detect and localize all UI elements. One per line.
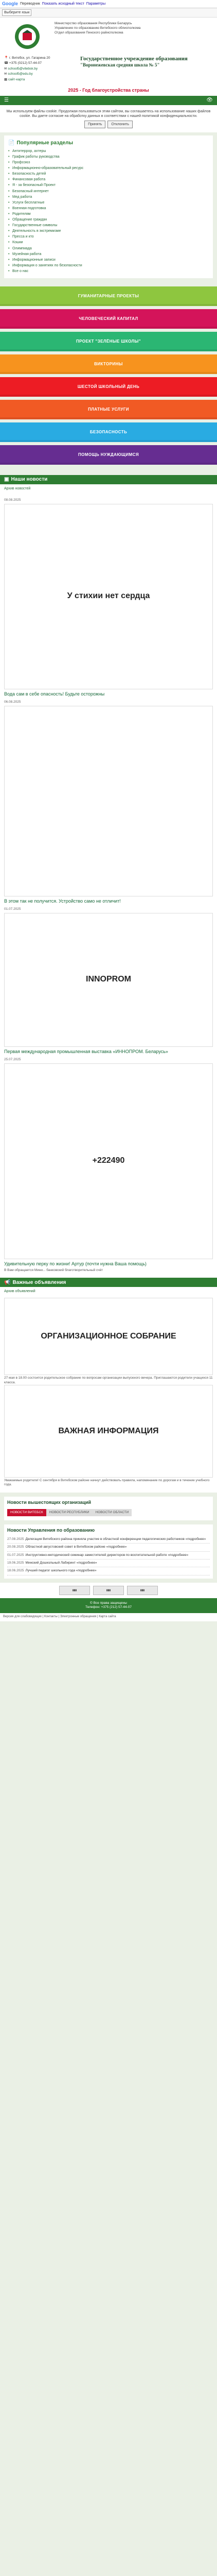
footer xyxy=(0,1598,217,1613)
news-text: Уважаемые родители! С сентября в Витебском районе начнут действовать правила, напоминание по дорогам и в течение учебного года. xyxy=(4,1478,210,1487)
title-block xyxy=(0,54,217,87)
banner-link[interactable]: ГУМАНИТАРНЫЕ ПРОЕКТЫ xyxy=(0,286,217,306)
news-image[interactable] xyxy=(4,504,213,689)
language-bar xyxy=(0,8,217,18)
popular-item[interactable]: • Олимпиада xyxy=(8,246,209,251)
edu-news-text: Областной августовский совет в Витебском районе «подробнее» xyxy=(25,1545,127,1549)
popular-item[interactable]: • График работы руководства xyxy=(8,154,209,160)
edu-news-date: 20.08.2025 xyxy=(7,1545,24,1549)
news-text: 27 мая в 18.00 состоится родительское собрание по вопросам организации выпускного вечера. Приглашаются родители учащихся 11 класса. xyxy=(4,1376,213,1384)
popular-item[interactable]: • Информационные записи xyxy=(8,257,209,263)
cookie-text: Мы используем файлы cookie. Продолжая пользоваться этим сайтом, вы соглашаетесь на использование наших файлов cookie. Вы даете согласие на обработку данных в соответствии с нашей политикой конфиденциальности. xyxy=(6,109,211,118)
banner-list xyxy=(0,281,217,471)
news-date: 06.08.2025 xyxy=(4,700,21,704)
popular-item[interactable]: • Безопасность детей xyxy=(8,171,209,177)
popular-item[interactable]: • Услуги бесплатные xyxy=(8,200,209,206)
school-title xyxy=(80,56,213,82)
news-header xyxy=(0,475,217,484)
news-archive-link[interactable]: Архив новостей xyxy=(4,486,31,490)
info-line: Управление по образованию Витебского облисполкома xyxy=(55,26,141,30)
popular-item[interactable]: • Мед работа xyxy=(8,194,209,200)
news-image[interactable] xyxy=(4,913,213,1047)
megaphone-icon: 📢 xyxy=(4,1279,11,1285)
cookie-decline-button[interactable]: Отклонить xyxy=(107,121,132,128)
news-title: Наши новости xyxy=(11,477,48,483)
counter-badge[interactable]: ▮▮▮ xyxy=(59,1586,90,1595)
higher-orgs-title: Новости вышестоящих организаций xyxy=(7,1499,92,1505)
banner-link[interactable]: ПОМОЩЬ НУЖДАЮЩИМСЯ xyxy=(0,445,217,465)
popular-item[interactable]: • Я - за безопасный Проект xyxy=(8,182,209,188)
org-chip[interactable]: НОВОСТИ РЕСПУБЛИКИ xyxy=(46,1509,93,1516)
popular-item[interactable]: • Информационно-образовательный ресурс xyxy=(8,165,209,171)
popular-title: Популярные разделы xyxy=(16,140,73,146)
edu-news-block xyxy=(4,1524,213,1579)
banner-link[interactable]: ШЕСТОЙ ШКОЛЬНЫЙ ДЕНЬ xyxy=(0,377,217,397)
popular-item[interactable]: • Военная подготовка xyxy=(8,206,209,211)
news-caption[interactable]: Первая международная промышленная выставка «ИННОПРОМ. Беларусь» xyxy=(4,1048,168,1054)
footer-line: Телефон: +375 (212) 57-44-07 xyxy=(85,1605,132,1609)
news-text: В Вам обращается Мини... банковский благотворительный счёт xyxy=(4,1268,103,1272)
title-sub: "Воронежевская средняя школа № 5" xyxy=(80,62,160,68)
ads-list xyxy=(0,1296,217,1493)
banner-link[interactable]: ВИКТОРИНЫ xyxy=(0,354,217,374)
school-logo xyxy=(4,22,50,52)
year-banner-text: 2025 - Год благоустройства страны xyxy=(68,87,149,93)
higher-orgs-block xyxy=(4,1497,213,1520)
news-date: 08.08.2025 xyxy=(4,498,21,502)
contacts xyxy=(4,56,76,82)
counter-badge[interactable]: ▮▮▮ xyxy=(127,1586,158,1595)
edu-news-item[interactable] xyxy=(7,1552,210,1560)
news-image[interactable] xyxy=(4,1063,213,1259)
news-image[interactable] xyxy=(4,1385,213,1478)
edu-news-list xyxy=(7,1536,210,1575)
nav-bar xyxy=(0,96,217,105)
popular-item[interactable]: • Кошки xyxy=(8,240,209,245)
popular-sections xyxy=(4,135,213,278)
news-image-text: ОРГАНИЗАЦИОННОЕ СОБРАНИЕ xyxy=(41,1331,176,1341)
news-date: 01.07.2025 xyxy=(4,907,21,911)
edu-news-title: Новости Управления по образованию xyxy=(7,1527,95,1533)
edu-news-item[interactable] xyxy=(7,1536,210,1544)
edu-news-item[interactable] xyxy=(7,1567,210,1575)
popular-item[interactable]: • Государственные символы xyxy=(8,223,209,228)
ministry-info xyxy=(55,22,213,52)
popular-list xyxy=(8,148,209,274)
language-select[interactable]: Выберите язык xyxy=(2,9,31,16)
banner-link[interactable]: ПРОЕКТ "ЗЕЛЁНЫЕ ШКОЛЫ" xyxy=(0,332,217,351)
news-image-text: +222490 xyxy=(92,1156,125,1165)
address: 📍 г. Витебск, ул. Гагарина 20 xyxy=(4,56,50,60)
email: ✉ school5@vitebsk.by xyxy=(4,66,38,71)
news-image-text: ВАЖНАЯ ИНФОРМАЦИЯ xyxy=(58,1426,159,1435)
popular-item[interactable]: • Пресса и кто xyxy=(8,234,209,240)
edu-news-date: 19.06.2025 xyxy=(7,1561,24,1565)
news-image-text: INNOPROM xyxy=(86,975,131,984)
sitemap: ▦ сайт-карта xyxy=(4,77,25,81)
popular-item[interactable]: • Информация о занятиях по безопасности xyxy=(8,263,209,268)
news-list xyxy=(0,493,217,1278)
popular-item[interactable]: • Обращение граждан xyxy=(8,217,209,223)
bottom-links[interactable]: Версия для слабовидящих | Контакты | Электронные обращения | Карта сайта xyxy=(0,1613,217,1621)
email2: ✉ school5@edu.by xyxy=(4,72,33,76)
counter-badge[interactable]: ▮▮▮ xyxy=(93,1586,124,1595)
news-caption[interactable]: Удивительную перку по жизни! Артур (почти нужна Ваша помощь) xyxy=(4,1261,147,1266)
edu-news-date: 27.08.2025 xyxy=(7,1537,24,1541)
menu-icon[interactable]: ☰ xyxy=(4,97,9,104)
news-caption[interactable]: В этом так не получится. Устройство само не отличит! xyxy=(4,898,121,904)
edu-news-text: Инструктивно-методический семинар заместителей директоров по воспитательной работе «подробнее» xyxy=(25,1553,189,1557)
info-line: Отдел образования Пинского райисполкома xyxy=(55,30,123,35)
document-icon: 📄 xyxy=(8,140,15,146)
ads-header xyxy=(0,1278,217,1287)
cookie-notice xyxy=(0,105,217,132)
popular-item[interactable]: • Профсоюз xyxy=(8,160,209,165)
news-caption[interactable]: Вода сам в себе опасность! Будьте осторожны xyxy=(4,691,105,697)
banner-link[interactable]: ЧЕЛОВЕЧЕСКИЙ КАПИТАЛ xyxy=(0,309,217,329)
higher-orgs-chips xyxy=(7,1508,210,1517)
news-icon: ▣ xyxy=(4,477,9,483)
popular-item[interactable]: • Безопасный интернет xyxy=(8,189,209,194)
title-main: Государственное учреждение образования xyxy=(80,56,188,62)
edu-news-text: Делегация Витебского района приняла участие в областной конференции педагогических работников «подробнее» xyxy=(25,1537,206,1541)
edu-news-item[interactable] xyxy=(7,1544,210,1551)
translate-options-link[interactable]: Параметры xyxy=(86,2,106,6)
news-image[interactable] xyxy=(4,706,213,896)
popular-item[interactable]: • Родителям xyxy=(8,211,209,217)
news-image-text: У стихии нет сердца xyxy=(67,591,150,601)
edu-news-date: 01.07.2025 xyxy=(7,1553,24,1557)
footer-line: © Все права защищены xyxy=(90,1601,127,1605)
edu-news-text: Лучший педагог школьного года «подробнее» xyxy=(25,1569,97,1573)
translate-label: Переводчик xyxy=(20,2,40,6)
ads-archive-link[interactable]: Архив объявлений xyxy=(4,1290,35,1294)
org-chip[interactable]: НОВОСТИ ОБЛАСТИ xyxy=(93,1509,132,1516)
translate-bar xyxy=(0,0,217,8)
popular-item[interactable]: • Деятельность в экстремизме xyxy=(8,228,209,234)
phone: ☎ +375 (0212) 57-44-07 xyxy=(4,61,42,65)
news-date: 25.07.2025 xyxy=(4,1058,21,1062)
site-header xyxy=(0,18,217,54)
edu-news-item[interactable] xyxy=(7,1560,210,1567)
popular-item[interactable]: • Антитеррор, ахтеры xyxy=(8,148,209,154)
info-line: Министерство образования Республики Беларусь xyxy=(55,22,132,25)
popular-item[interactable]: • Финансовая работа xyxy=(8,177,209,182)
news-image[interactable] xyxy=(4,1298,213,1375)
popular-item[interactable]: • Музейная работа xyxy=(8,251,209,257)
edu-news-text: Минский Дошкольный Лабиринт «подробнее» xyxy=(25,1561,97,1565)
ads-title: Важные объявления xyxy=(12,1279,66,1285)
banner-link[interactable]: БЕЗОПАСНОСТЬ xyxy=(0,422,217,442)
org-chip[interactable]: НОВОСТИ ВИТЕБСК xyxy=(7,1509,46,1516)
year-banner xyxy=(0,87,217,96)
show-original-link[interactable]: Показать исходный текст xyxy=(42,2,84,6)
popular-item[interactable]: • Все о нас xyxy=(8,268,209,274)
eye-icon[interactable]: 👁 xyxy=(206,97,213,104)
edu-news-date: 18.06.2025 xyxy=(7,1569,24,1573)
banner-link[interactable]: ПЛАТНЫЕ УСЛУГИ xyxy=(0,400,217,419)
cookie-accept-button[interactable]: Принять xyxy=(84,121,105,128)
counters xyxy=(0,1583,217,1598)
google-logo: Google xyxy=(2,1,18,6)
